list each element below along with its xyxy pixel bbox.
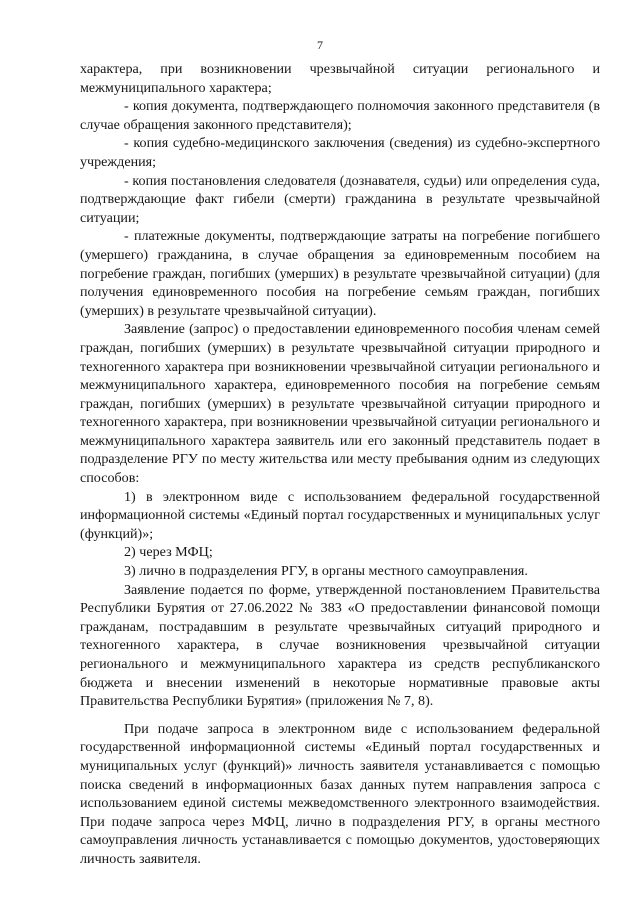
method-electronic: 1) в электронном виде с использованием федеральной государственной информационной системы «Единый портал государственных и муниципальных услуг (функций)»; — [80, 488, 600, 542]
paragraph-identity-verification: При подаче запроса в электронном виде с использованием федеральной государственной информационной системы «Единый портал государственных и муниципальных услуг (функций)» личность заявителя устанавливается с помощью поиска сведений в информационных базах данных путем направления запроса с использованием единой системы межведомственного электронного взаимодействия. При подаче запроса через МФЦ, лично в подразделения РГУ, в органы местного самоуправления личность устанавливается с помощью документов, удостоверяющих личность заявителя. — [80, 720, 600, 867]
paragraph-continuation: характера, при возникновении чрезвычайной ситуации регионального и межмуниципального характера; — [80, 61, 600, 96]
list-item-forensic-conclusion: - копия судебно-медицинского заключения (сведения) из судебно-экспертного учреждения; — [80, 135, 600, 170]
method-mfc: 2) через МФЦ; — [124, 544, 213, 561]
paragraph-application-form: Заявление подается по форме, утвержденной постановлением Правительства Республики Бурятия от 27.06.2022 № 383 «О предоставлении финансовой помощи гражданам, пострадавшим в результате чрезвычайных ситуаций природного и техногенного характера, в случае возникновения чрезвычайной ситуации регионального и межмуниципального характера из средств республиканского бюджета и внесении изменений в некоторые нормативные правовые акты Правительства Республики Бурятия» (приложения № 7, 8). — [80, 581, 600, 710]
list-item-representative-document: - копия документа, подтверждающего полномочия законного представителя (в случае обращения законного представителя); — [80, 98, 600, 133]
page-number: 7 — [317, 38, 323, 52]
list-item-payment-documents: - платежные документы, подтверждающие затраты на погребение погибшего (умершего) гражданина, в случае обращения за единовременным пособием на погребение граждан, погибших (умерших) в результате чрезвычайной ситуации) (для получения единовременного пособия на погребение семьям граждан, погибших (умерших) в результате чрезвычайной ситуации). — [80, 228, 600, 319]
list-item-investigator-resolution: - копия постановления следователя (дознавателя, судьи) или определения суда, подтверждающие факт гибели (смерти) гражданина в результате чрезвычайной ситуации; — [80, 172, 600, 226]
method-in-person: 3) лично в подразделения РГУ, в органы местного самоуправления. — [124, 563, 528, 580]
paragraph-application-submission: Заявление (запрос) о предоставлении единовременного пособия членам семей граждан, погибших (умерших) в результате чрезвычайной ситуации природного и техногенного характера при возникновении чрезвычайной ситуации регионального и межмуниципального характера, единовременного пособия на погребение семьям граждан, погибших (умерших) в результате чрезвычайной ситуации природного и техногенного характера, при возникновении чрезвычайной ситуации регионального и межмуниципального характера заявитель или его законный представитель подает в подразделение РГУ по месту жительства или месту пребывания одним из следующих способов: — [80, 321, 600, 487]
document-body — [80, 60, 600, 869]
